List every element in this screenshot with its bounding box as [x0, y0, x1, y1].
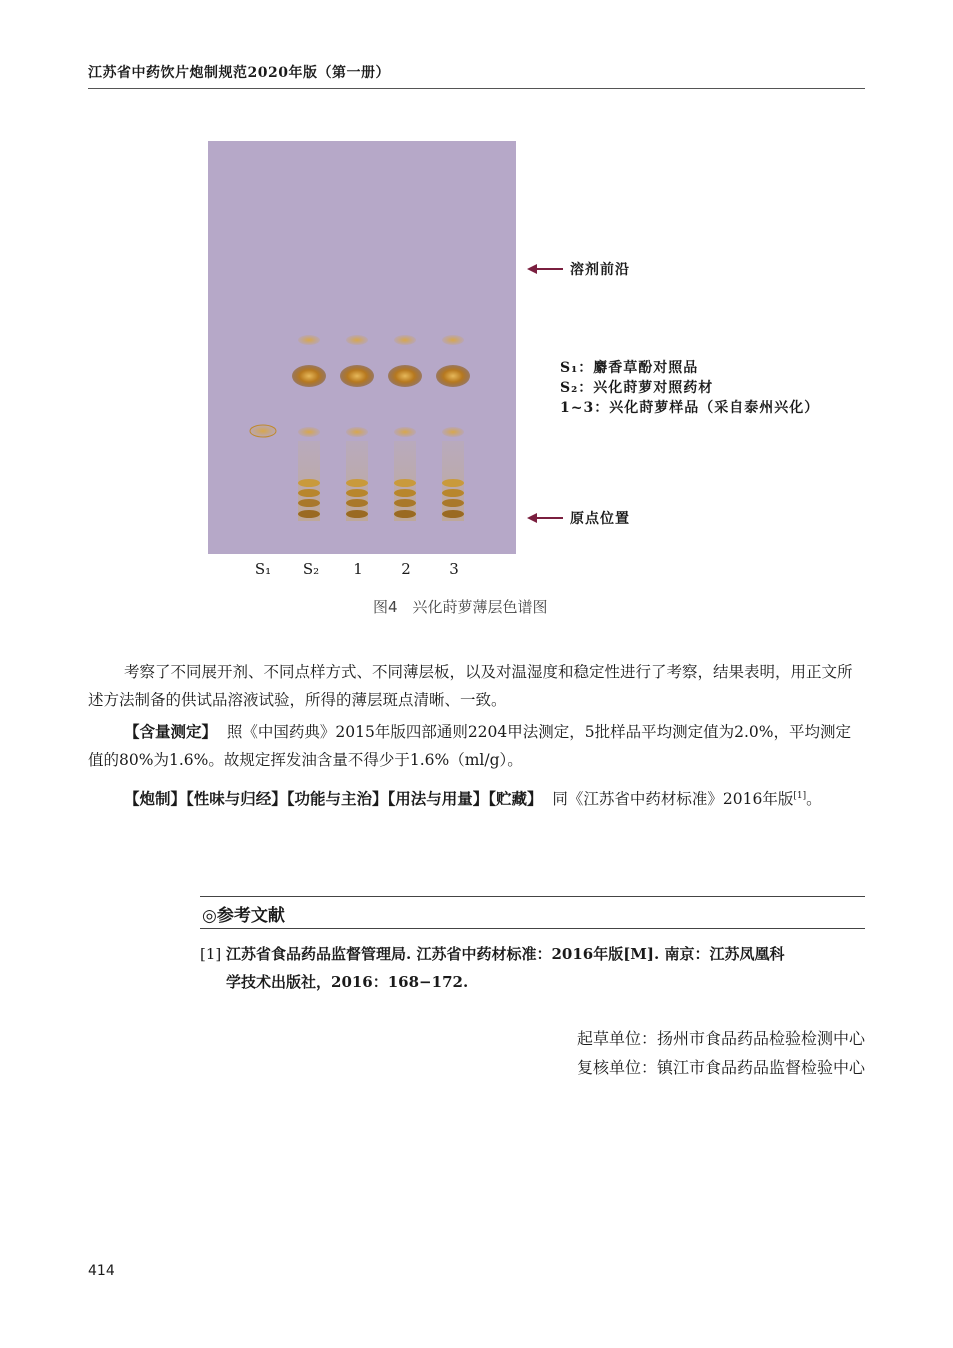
other-sections-text: 同《江苏省中药材标准》2016年版 — [552, 790, 794, 809]
solvent-front-arrow-icon — [535, 268, 563, 270]
tlc-plate-image — [208, 141, 516, 554]
other-sections-end: 。 — [806, 790, 822, 809]
lane-label-3: 3 — [449, 560, 459, 578]
reference-item — [200, 940, 865, 996]
assay-text: 照《中国药典》2015年版四部通则2204甲法测定，5批样品平均测定值为2.0%，平均测定值的80%为1.6%。故规定挥发油含量不得少于1.6%（ml/g）。 — [88, 723, 852, 769]
figure-legend — [560, 358, 819, 418]
reference-line-1: 江苏省食品药品监督管理局. 江苏省中药材标准：2016年版[M]. 南京：江苏凤凰科 — [226, 945, 785, 963]
running-header: 江苏省中药饮片炮制规范2020年版（第一册） — [88, 65, 390, 81]
tlc-figure — [208, 141, 516, 554]
origin-arrow-icon — [535, 517, 563, 519]
page-number: 414 — [88, 1263, 115, 1279]
legend-item-s2: S₂：兴化莳萝对照药材 — [560, 380, 714, 396]
section-labels-other: 【炮制】【性味与归经】【功能与主治】【用法与用量】【贮藏】 — [124, 790, 543, 809]
references-heading-box — [200, 896, 865, 929]
references-rule-bottom — [200, 928, 865, 929]
citation-ref-1[interactable]: [1] — [793, 791, 807, 801]
solvent-front-label: 溶剂前沿 — [570, 262, 630, 278]
lane-label-1: 1 — [353, 560, 363, 578]
origin-label: 原点位置 — [570, 511, 630, 527]
paragraph-assay — [88, 718, 865, 774]
section-label-assay: 【含量测定】 — [124, 723, 218, 741]
header-rule — [88, 88, 865, 89]
references-title: ◎参考文献 — [202, 906, 285, 926]
legend-item-s1: S₁：麝香草酚对照品 — [560, 360, 699, 376]
drafting-unit: 起草单位：扬州市食品药品检验检测中心 — [576, 1029, 865, 1048]
spot-s1 — [250, 425, 276, 437]
reference-number: [1] — [200, 945, 222, 963]
reference-line-2: 学技术出版社，2016：168−172. — [226, 973, 469, 991]
legend-item-samples: 1~3：兴化莳萝样品（采自泰州兴化） — [560, 400, 820, 416]
paragraph-method-note: 考察了不同展开剂、不同点样方式、不同薄层板，以及对温湿度和稳定性进行了考察，结果表明，用正文所述方法制备的供试品溶液试验，所得的薄层斑点清晰、一致。 — [88, 663, 853, 709]
lane-label-2: 2 — [401, 560, 411, 578]
lane-label-s2: S₂ — [302, 560, 320, 578]
figure-caption: 图4 兴化莳萝薄层色谱图 — [373, 598, 548, 616]
review-unit: 复核单位：镇江市食品药品监督检验中心 — [576, 1058, 865, 1077]
lane-label-s1: S₁ — [254, 560, 272, 578]
paragraph-other-sections — [88, 782, 865, 813]
